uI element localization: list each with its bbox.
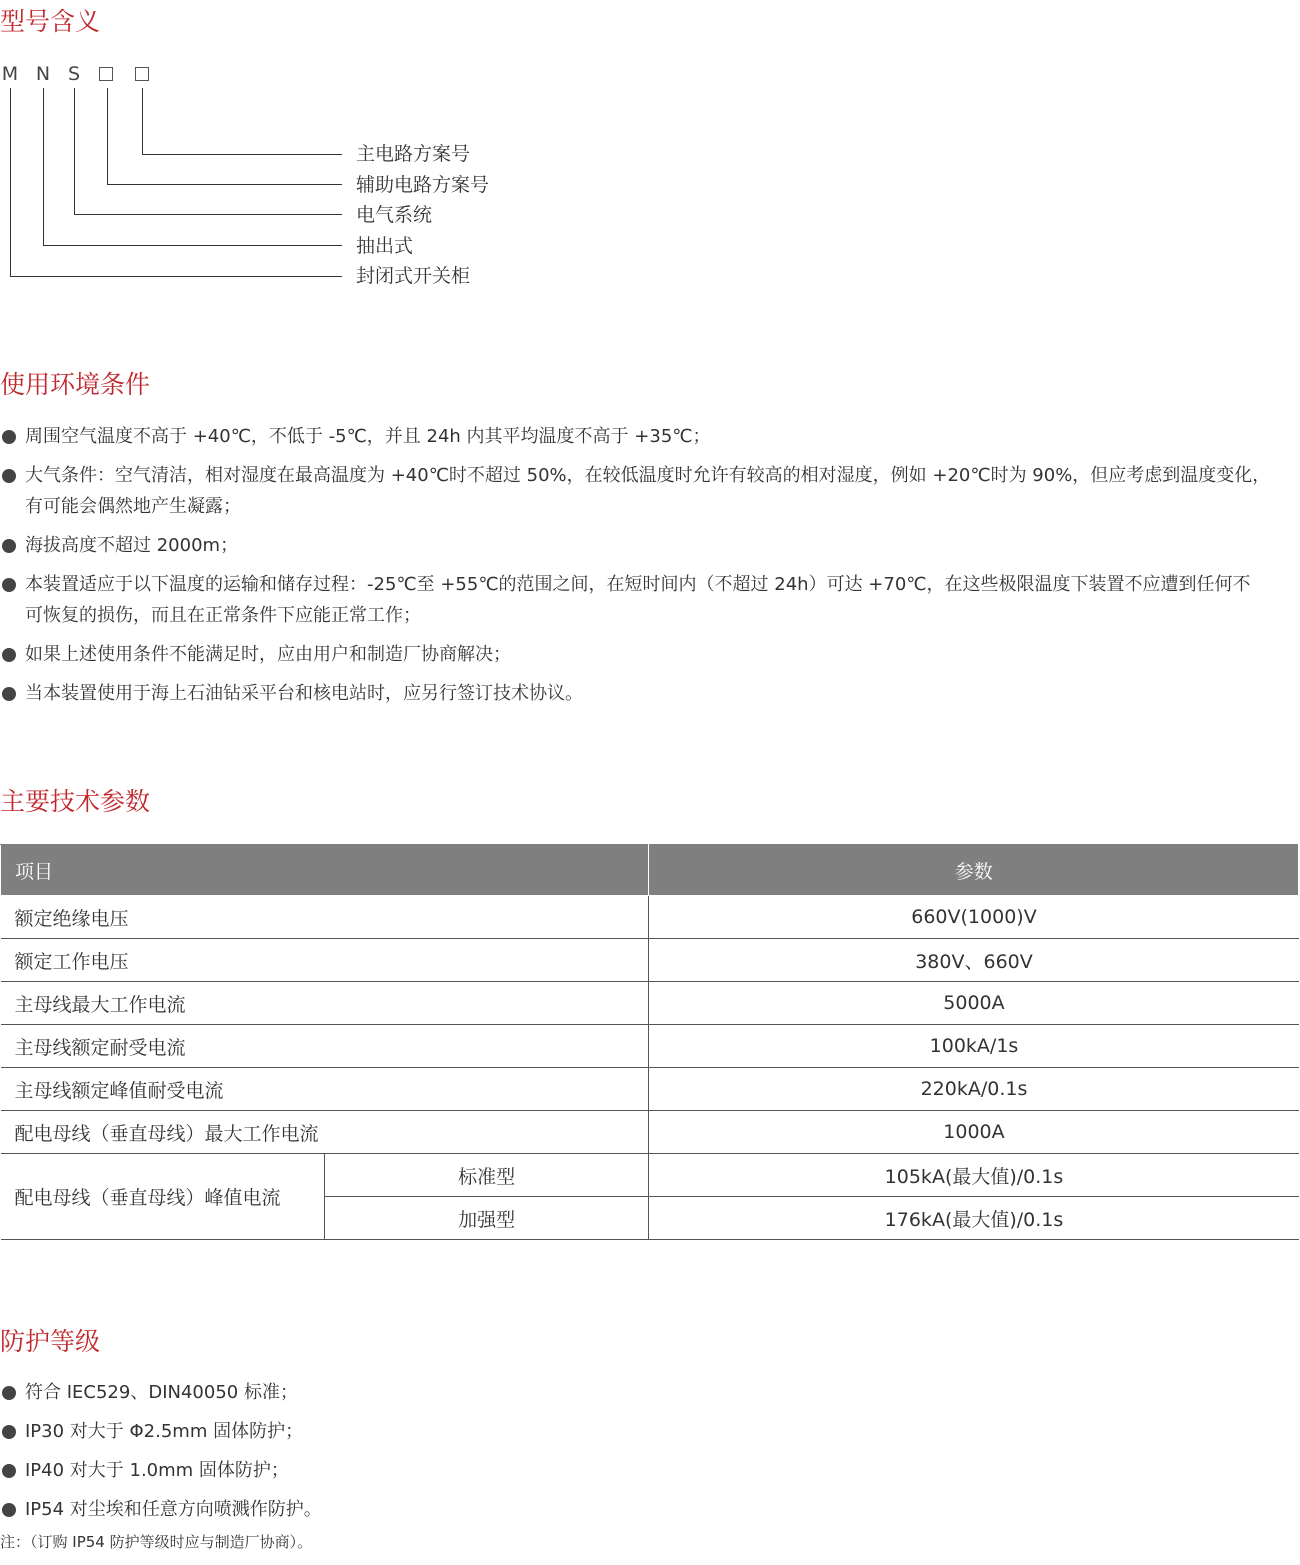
list-item: 周围空气温度不高于 +40℃，不低于 -5℃，并且 24h 内其平均温度不高于 +35℃； [0, 421, 1300, 452]
parameter-table [0, 844, 1299, 1240]
leader-h-m [10, 276, 342, 277]
cell-item: 配电母线（垂直母线）最大工作电流 [1, 1111, 649, 1154]
bullet-dot-icon [2, 1425, 16, 1439]
cell-value: 220kA/0.1s [649, 1068, 1299, 1111]
bullet-dot-icon [2, 1503, 16, 1517]
cell-value: 1000A [649, 1111, 1299, 1154]
section-title-protection: 防护等级 [0, 1327, 101, 1356]
code-label-drawout: 抽出式 [356, 235, 414, 257]
table-row [1, 1154, 1299, 1197]
bullet-dot-icon [2, 648, 16, 662]
bullet-dot-icon [2, 687, 16, 701]
cell-item: 主母线额定峰值耐受电流 [1, 1068, 649, 1111]
environment-list [0, 421, 1300, 717]
cell-value: 100kA/1s [649, 1025, 1299, 1068]
cell-item: 主母线最大工作电流 [1, 982, 649, 1025]
cell-value: 660V(1000)V [649, 896, 1299, 939]
section-title-environment: 使用环境条件 [0, 370, 151, 399]
leader-v-s [74, 88, 75, 214]
bullet-dot-icon [2, 578, 16, 592]
cell-subtype: 加强型 [324, 1197, 649, 1240]
cell-item: 额定工作电压 [1, 939, 649, 982]
cell-item: 额定绝缘电压 [1, 896, 649, 939]
list-item: IP54 对尘埃和任意方向喷溅作防护。 [0, 1494, 1300, 1525]
leader-h-box2 [142, 154, 342, 155]
code-label-enclosed-switchgear: 封闭式开关柜 [356, 265, 471, 287]
section-title-parameters: 主要技术参数 [0, 787, 151, 816]
cell-value: 176kA(最大值)/0.1s [649, 1197, 1299, 1240]
list-item: 大气条件：空气清洁，相对湿度在最高温度为 +40℃时不超过 50%，在较低温度时允许有较高的相对湿度，例如 +20℃时为 90%，但应考虑到温度变化， 有可能会偶然地产生凝露； [0, 460, 1300, 522]
protection-list [0, 1377, 1300, 1533]
list-item: 当本装置使用于海上石油钻采平台和核电站时，应另行签订技术协议。 [0, 678, 1300, 709]
code-letter-m: M [1, 63, 19, 85]
bullet-dot-icon [2, 1464, 16, 1478]
cell-value: 105kA(最大值)/0.1s [649, 1154, 1299, 1197]
bullet-dot-icon [2, 1386, 16, 1400]
code-box-1 [99, 67, 113, 81]
cell-item: 配电母线（垂直母线）峰值电流 [1, 1154, 325, 1240]
table-row [1, 896, 1299, 939]
list-item: 海拔高度不超过 2000m； [0, 530, 1300, 561]
list-item: IP40 对大于 1.0mm 固体防护； [0, 1455, 1300, 1486]
leader-h-box1 [107, 184, 342, 185]
code-letter-n: N [35, 63, 51, 85]
table-row [1, 1068, 1299, 1111]
bullet-dot-icon [2, 469, 16, 483]
leader-v-box2 [142, 88, 143, 154]
leader-v-n [43, 88, 44, 245]
code-label-main-circuit: 主电路方案号 [356, 143, 471, 165]
leader-h-n [43, 245, 342, 246]
table-row [1, 1111, 1299, 1154]
code-box-2 [135, 67, 149, 81]
cell-value: 5000A [649, 982, 1299, 1025]
table-row [1, 939, 1299, 982]
cell-subtype: 标准型 [324, 1154, 649, 1197]
list-item: 符合 IEC529、DIN40050 标准； [0, 1377, 1300, 1408]
leader-v-box1 [107, 88, 108, 184]
list-item: 如果上述使用条件不能满足时，应由用户和制造厂协商解决； [0, 639, 1300, 670]
cell-value: 380V、660V [649, 939, 1299, 982]
code-label-electrical-system: 电气系统 [356, 204, 433, 226]
table-header-row [1, 845, 1299, 896]
code-label-aux-circuit: 辅助电路方案号 [356, 174, 490, 196]
table-row [1, 1025, 1299, 1068]
list-item: IP30 对大于 Φ2.5mm 固体防护； [0, 1416, 1300, 1447]
bullet-dot-icon [2, 430, 16, 444]
header-value: 参数 [649, 845, 1299, 896]
code-letter-s: S [67, 63, 81, 85]
header-item: 项目 [1, 845, 649, 896]
cell-item: 主母线额定耐受电流 [1, 1025, 649, 1068]
section-title-model: 型号含义 [0, 7, 101, 36]
footnote: 注：（订购 IP54 防护等级时应与制造厂协商）。 [0, 1533, 313, 1551]
table-row [1, 982, 1299, 1025]
list-item: 本装置适应于以下温度的运输和储存过程：-25℃至 +55℃的范围之间，在短时间内（不超过 24h）可达 +70℃，在这些极限温度下装置不应遭到任何不 可恢复的损伤，而且在正常条件下应能正常工作； [0, 569, 1300, 631]
bullet-dot-icon [2, 539, 16, 553]
leader-v-m [10, 88, 11, 276]
leader-h-s [74, 214, 342, 215]
